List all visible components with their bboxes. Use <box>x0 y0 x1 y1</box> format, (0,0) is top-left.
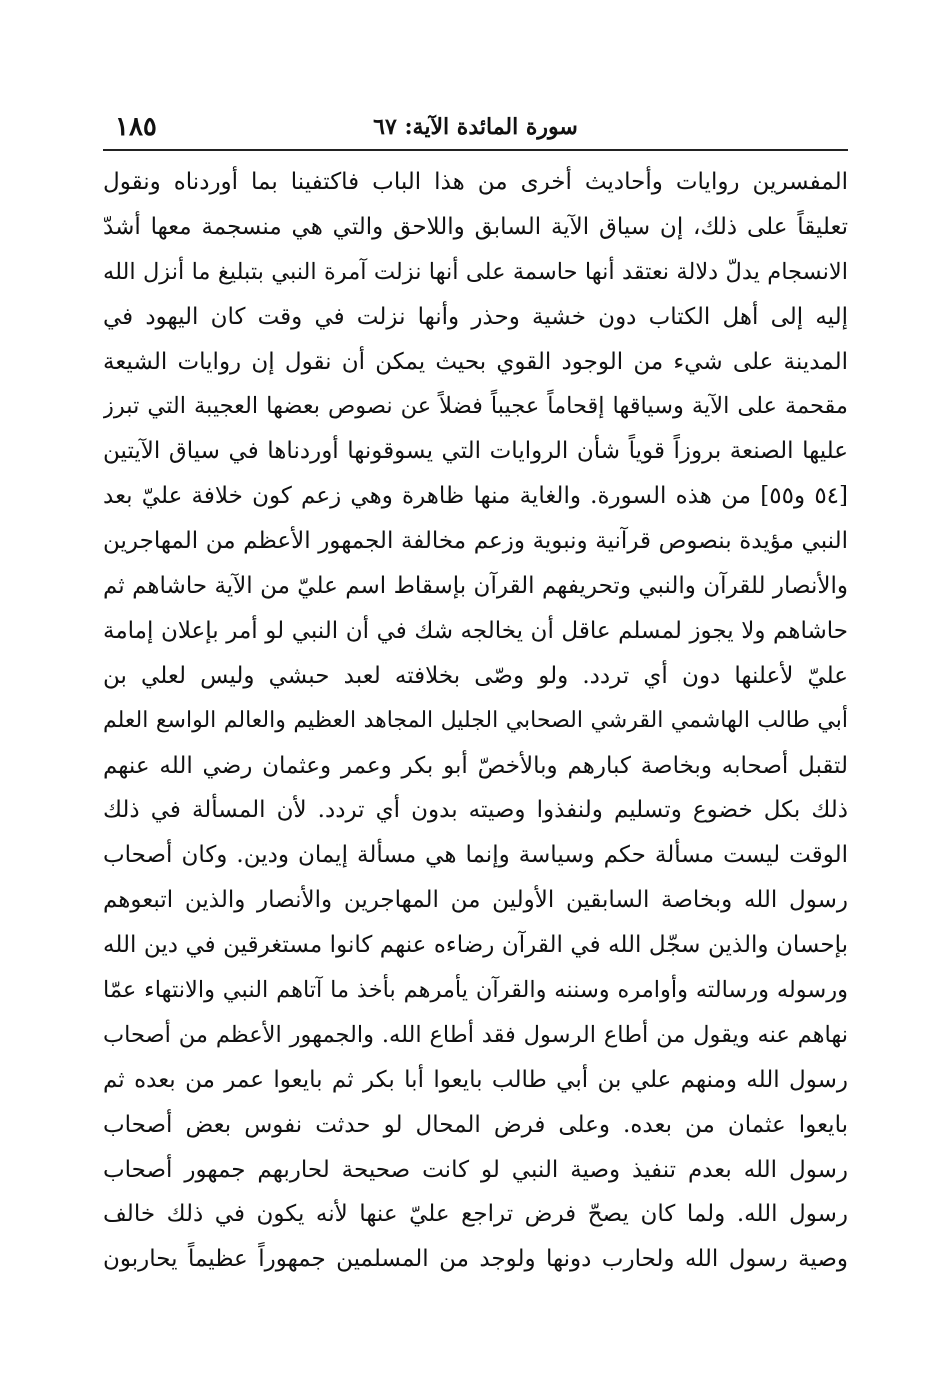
header-divider <box>103 149 848 151</box>
text-line: [٥٤ و٥٥] من هذه السورة. والغاية منها ظاهرة وهي زعم كون خلافة عليّ بعد <box>103 483 848 510</box>
text-line: أبي طالب الهاشمي القرشي الصحابي الجليل المجاهد العظيم والعالم الواسع العلم <box>103 707 848 733</box>
text-line: نهاهم عنه ويقول من أطاع الرسول فقد أطاع الله. والجمهور الأعظم من أصحاب <box>103 1021 848 1048</box>
text-line: ورسوله ورسالته وأوامره وسننه والقرآن يأمرهم بأخذ ما آتاهم النبي والانتهاء عمّا <box>103 977 848 1004</box>
text-line: المفسرين روايات وأحاديث أخرى من هذا الباب فاكتفينا بما أوردناه ونقول <box>103 169 848 195</box>
text-line: عليّ لأعلنها دون أي تردد. ولو وصّى بخلافته لعبد حبشي وليس لعلي بن <box>103 662 848 689</box>
text-line: رسول الله بعدم تنفيذ وصية النبي لو كانت صحيحة لحاربهم جمهور أصحاب <box>103 1156 848 1183</box>
text-line: ذلك بكل خضوع وتسليم ولنفذوا وصيته بدون أي تردد. لأن المسألة في ذلك <box>103 797 848 824</box>
text-line: حاشاهم ولا يجوز لمسلم عاقل أن يخالجه شك في أن النبي لو أمر بإعلان إمامة <box>103 617 848 644</box>
text-line: النبي مؤيدة بنصوص قرآنية ونبوية وزعم مخالفة الجمهور الأعظم من المهاجرين <box>103 528 848 555</box>
text-line: رسول الله. ولما كان يصحّ فرض تراجع عليّ عنها لأنه يكون في ذلك خالف <box>103 1201 848 1228</box>
text-line: لتقبل أصحابه وبخاصة كبارهم وبالأخصّ أبو بكر وعمر وعثمان رضي الله عنهم <box>103 752 848 779</box>
text-line: بايعوا عثمان من بعده. وعلى فرض المحال لو حدثت نفوس بعض أصحاب <box>103 1111 848 1138</box>
text-line: رسول الله ومنهم علي بن أبي طالب بايعوا أبا بكر ثم بايعوا عمر من بعده ثم <box>103 1066 848 1093</box>
text-line: الوقت ليست مسألة حكم وسياسة وإنما هي مسألة إيمان ودين. وكان أصحاب <box>103 842 848 869</box>
text-line: وصية رسول الله ولحارب دونها ولوجد من المسلمين جمهوراً عظيماً يحاربون <box>103 1246 848 1273</box>
text-line: عليها الصنعة بروزاً قوياً شأن الروايات التي يسوقونها أوردناها في سياق الآيتين <box>103 438 848 465</box>
body-text <box>103 160 848 1282</box>
text-line: الانسجام يدلّ دلالة نعتقد أنها حاسمة على أنها نزلت آمرة النبي بتبليغ ما أنزل الله <box>103 258 848 285</box>
text-line: رسول الله وبخاصة السابقين الأولين من المهاجرين والأنصار والذين اتبعوهم <box>103 887 848 914</box>
text-line: تعليقاً على ذلك، إن سياق الآية السابق واللاحق والتي هي منسجمة معها أشدّ <box>103 213 848 240</box>
page-header <box>103 108 848 148</box>
text-line: المدينة على شيء من الوجود القوي بحيث يمكن أن نقول إن روايات الشيعة <box>103 348 848 375</box>
text-line: بإحسان والذين سجّل الله في القرآن رضاءه عنهم كانوا مستغرقين في دين الله <box>103 932 848 959</box>
text-line: مقحمة على الآية وسياقها إقحاماً عجيباً فضلاً عن نصوص بعضها العجيبة التي تبرز <box>103 393 848 420</box>
page-number: ١٨٥ <box>115 112 157 142</box>
text-line: والأنصار للقرآن والنبي وتحريفهم القرآن بإسقاط اسم عليّ من الآية حاشاهم ثم <box>103 573 848 600</box>
running-title: سورة المائدة الآية: ٦٧ <box>373 114 578 140</box>
text-line: إليه إلى أهل الكتاب دون خشية وحذر وأنها نزلت في وقت كان اليهود في <box>103 303 848 330</box>
